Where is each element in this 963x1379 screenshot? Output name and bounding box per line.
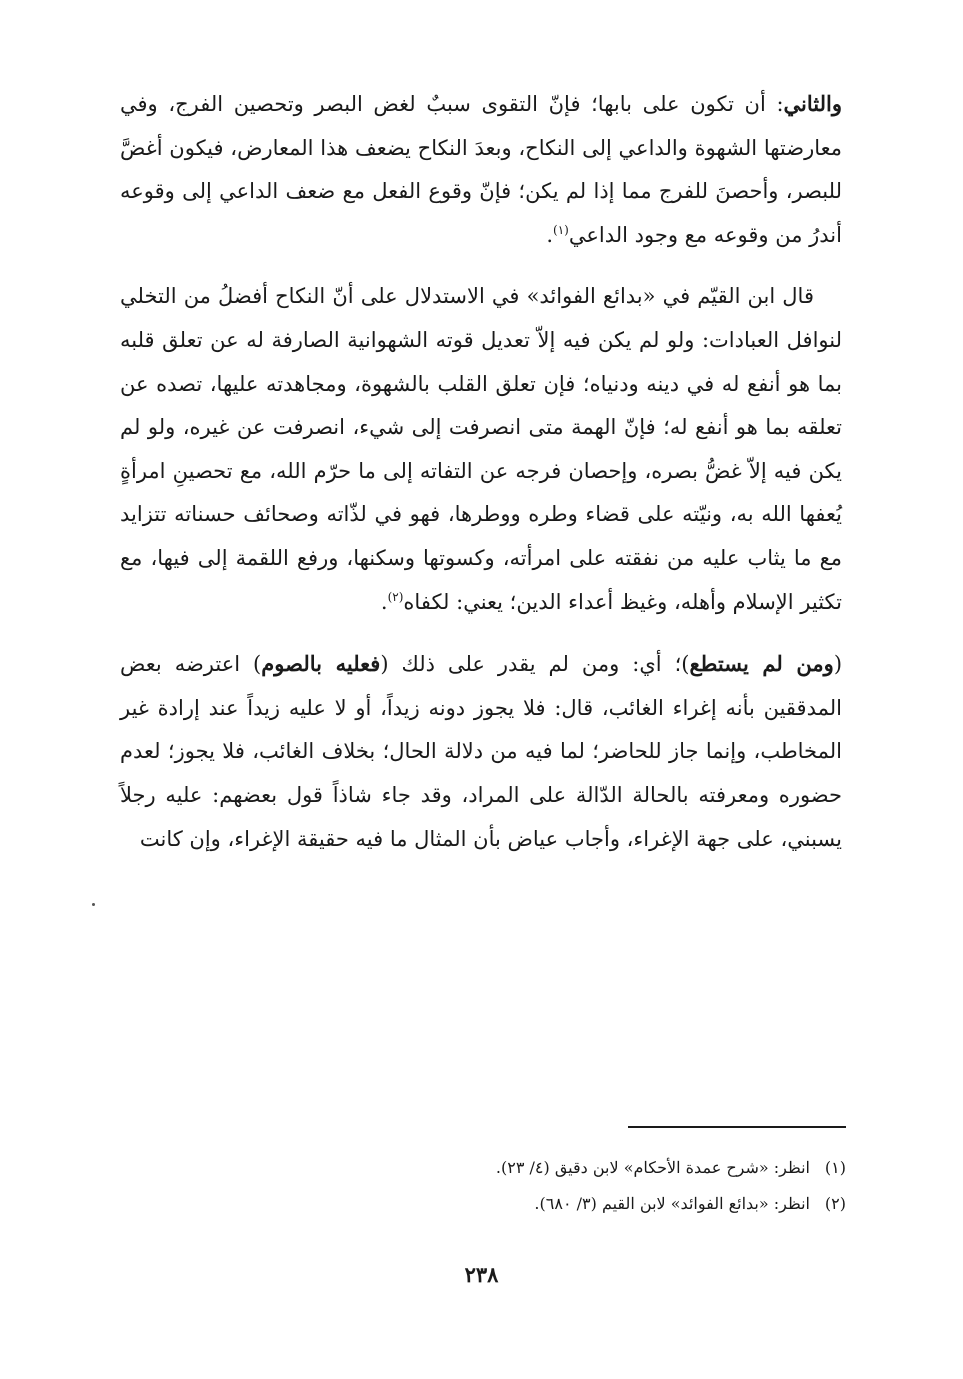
paragraph-2-end: . <box>380 589 388 614</box>
paragraph-3-text: ) اعترضه بعض المدققين بأنه إغراء الغائب، قال: فلا يجوز دونه زيداً، أو لا عليه زيداً عند إرادة غير المخاطب، وإنما جاز للحاضر؛ لما فيه من دلالة الحال؛ بخلاف الغائب، فلا يجوز؛ لعدم حضوره ومعرفته بالحالة الدّالة على المراد، وقد جاء شاذاً قول بعضهم: عليه رجلاً يسبني، على جهة الإغراء، وأجاب عياض بأن المثال ما فيه حقيقة الإغراء، وإن كانت <box>120 652 842 851</box>
paragraph-1-lead: والثاني <box>783 91 842 116</box>
footnote-separator <box>628 1126 846 1128</box>
paragraph-3-mid: )؛ أي: ومن لم يقدر على ذلك ( <box>380 652 690 677</box>
page-body <box>120 82 842 879</box>
paragraph-1-text: : أن تكون على بابها؛ فإنّ التقوى سببٌ لغض البصر وتحصين الفرج، وفي معارضتها الشهوة والداعي إلى النكاح، وبعدَ النكاح يضعف هذا المعارض، فيكون أغضَّ للبصر، وأحصنَ للفرج مما إذا لم يكن؛ فإنّ وقوع الفعل مع ضعف الداعي إلى وقوعه أندرُ من وقوعه مع وجود الداعي <box>120 92 842 247</box>
paragraph-3-bold-2: فعليه بالصوم <box>261 651 381 677</box>
paragraph-1 <box>120 82 842 257</box>
paragraph-3-open: ( <box>833 652 843 677</box>
footnotes <box>200 1150 846 1222</box>
footnote-ref-1[interactable]: (١) <box>553 222 569 237</box>
scan-speck <box>92 903 95 906</box>
footnote-1 <box>200 1150 846 1186</box>
paragraph-2-text: قال ابن القيّم في «بدائع الفوائد» في الاستدلال على أنّ النكاح أفضلُ من التخلي لنوافل العبادات: ولو لم يكن فيه إلاّ تعديل قوته الشهوانية الصارفة له عن تعلق قلبه بما هو أنفع له في دينه ودنياه؛ فإن تعلق القلب بالشهوة، ومجاهدته عليها، تصده عن تعلقه بما هو أنفع له؛ فإنّ الهمة متى انصرفت إلى شيء، انصرفت عن غيره، ولو لم يكن فيه إلاّ غضُّ بصره، وإحصان فرجه عن التفاته إلى ما حرّم الله، مع تحصينِ امرأةٍ يُعفها الله به، ونيّته على قضاء وطره ووطرها، فهو في لذّاته وصحائف حسناته تتزايد مع ما يثاب عليه من نفقته على امرأته، وكسوتها وسكنها، ورفع اللقمة إلى فيها، مع تكثير الإسلام وأهله، وغيظ أعداء الدين؛ يعني: لكفاه <box>120 284 842 614</box>
footnote-2 <box>200 1186 846 1222</box>
paragraph-1-end: . <box>546 222 554 247</box>
paragraph-3-bold-1: ومن لم يستطع <box>689 651 834 677</box>
paragraph-3 <box>120 642 842 861</box>
footnote-1-number: (١) <box>824 1158 846 1177</box>
paragraph-2 <box>120 275 842 624</box>
page-number: ٢٣٨ <box>464 1262 499 1287</box>
footnote-2-number: (٢) <box>824 1194 846 1213</box>
footnote-ref-2[interactable]: (٢) <box>387 589 404 604</box>
footnote-1-text: انظر: «شرح عمدة الأحكام» لابن دقيق (٤/ ٢٣). <box>495 1158 810 1177</box>
footnote-2-text: انظر: «بدائع الفوائد» لابن القيم (٣/ ٦٨٠). <box>534 1194 810 1213</box>
